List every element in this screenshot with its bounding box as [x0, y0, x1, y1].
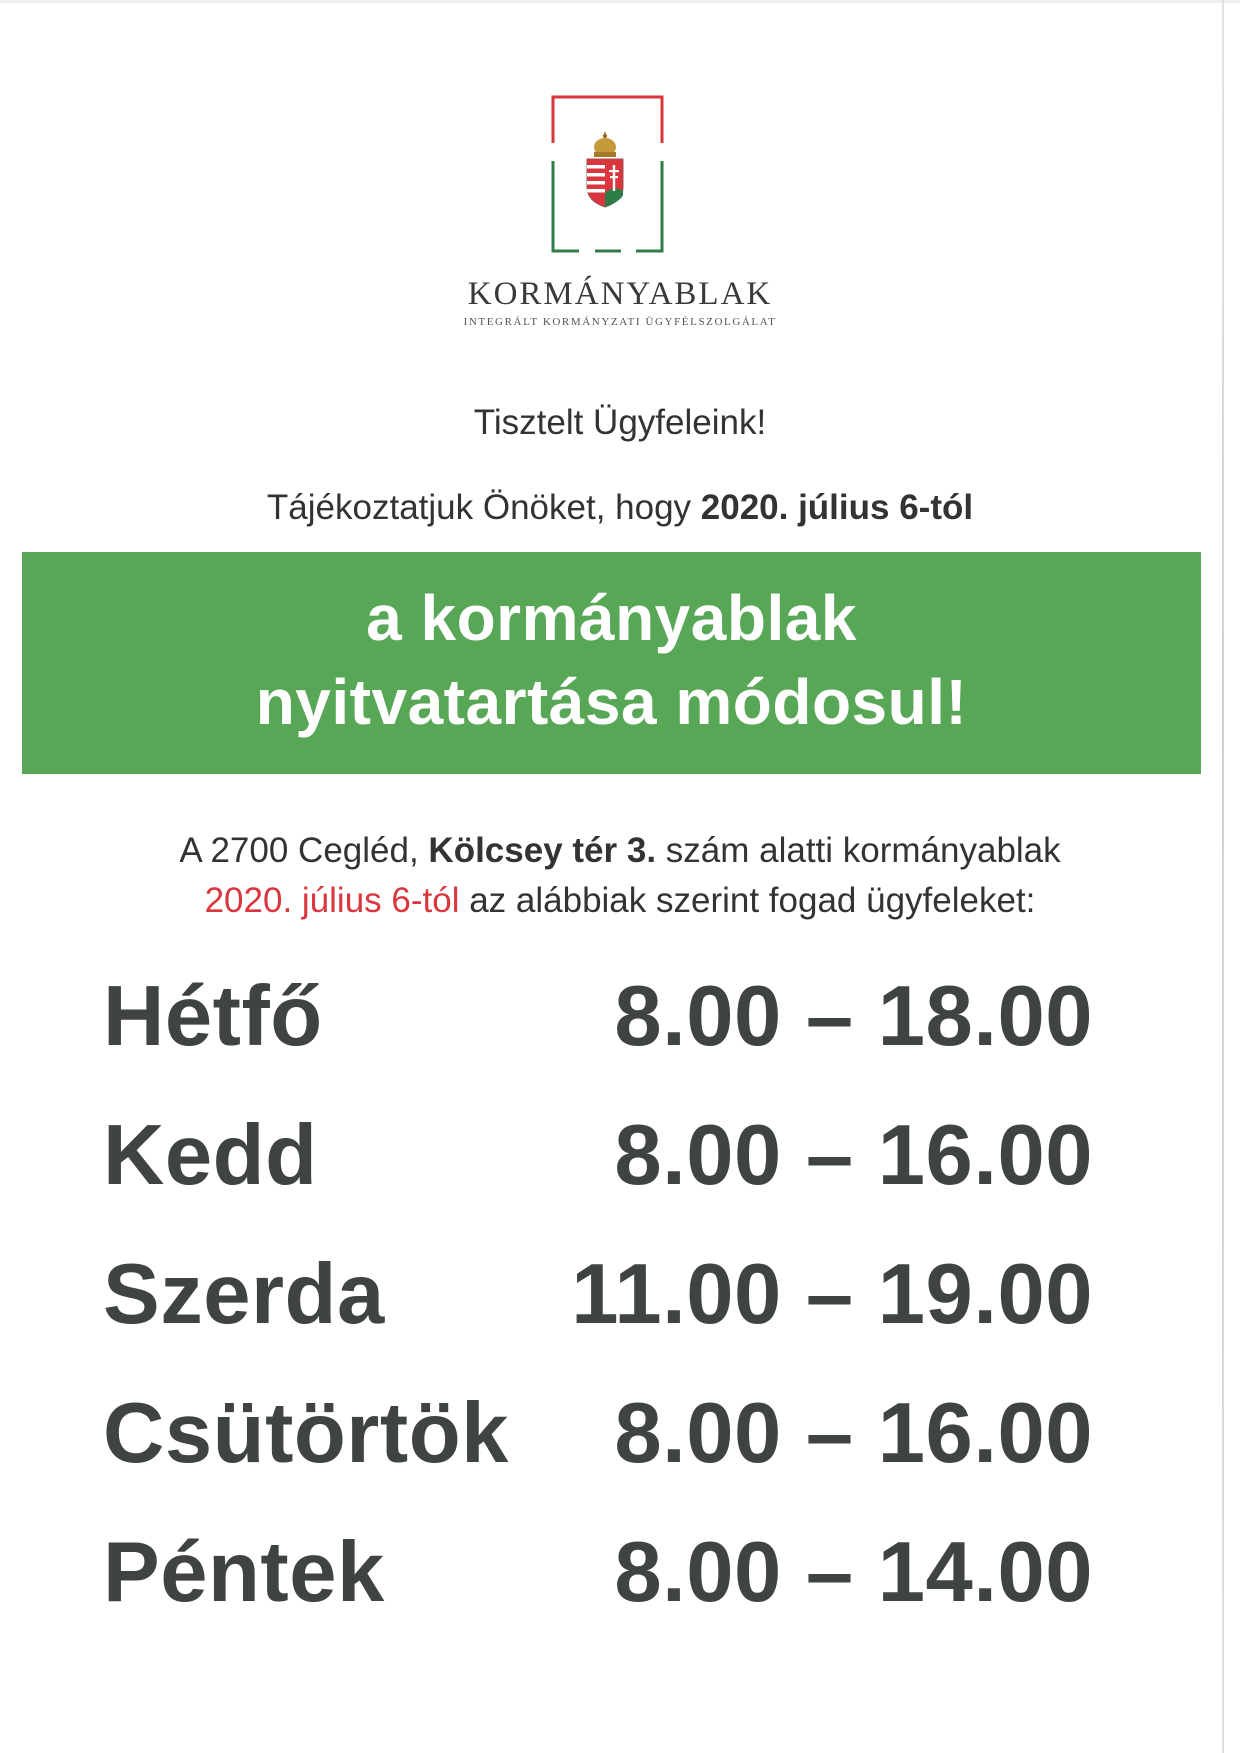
schedule-hours: 8.00 – 16.00 — [614, 1108, 1093, 1203]
schedule-row-tuesday — [103, 1101, 1093, 1211]
announcement-text: Tájékoztatjuk Önöket, hogy — [266, 488, 701, 527]
schedule-day: Csütörtök — [103, 1386, 509, 1481]
schedule-hours: 8.00 – 16.00 — [614, 1386, 1093, 1481]
address-date: 2020. július 6-tól — [204, 881, 460, 920]
address-suffix: szám alatti kormányablak — [656, 831, 1061, 870]
schedule-row-friday — [103, 1518, 1093, 1628]
address-street: Kölcsey tér 3. — [428, 831, 657, 870]
schedule-day: Szerda — [103, 1247, 385, 1342]
schedule-day: Hétfő — [103, 969, 323, 1064]
greeting: Tisztelt Ügyfeleink! — [473, 403, 767, 442]
banner-line-1: a kormányablak — [366, 582, 857, 654]
schedule-row-monday — [103, 962, 1093, 1072]
address-prefix: A 2700 Cegléd, — [179, 831, 429, 870]
logo-wordmark: KORMÁNYABLAK — [467, 276, 773, 312]
schedule-day: Péntek — [103, 1525, 385, 1620]
logo-subtitle: INTEGRÁLT KORMÁNYZATI ÜGYFÉLSZOLGÁLAT — [463, 316, 777, 328]
address-rest: az alábbiak szerint fogad ügyfeleket: — [459, 881, 1036, 920]
schedule-hours: 11.00 – 19.00 — [571, 1247, 1093, 1342]
schedule-hours: 8.00 – 14.00 — [614, 1525, 1093, 1620]
schedule-row-thursday — [103, 1379, 1093, 1489]
schedule-row-wednesday — [103, 1240, 1093, 1350]
schedule-day: Kedd — [103, 1108, 318, 1203]
announcement-date: 2020. július 6-tól — [700, 488, 974, 527]
banner-line-2: nyitvatartása módosul! — [255, 666, 968, 738]
schedule-hours: 8.00 – 18.00 — [614, 969, 1093, 1064]
